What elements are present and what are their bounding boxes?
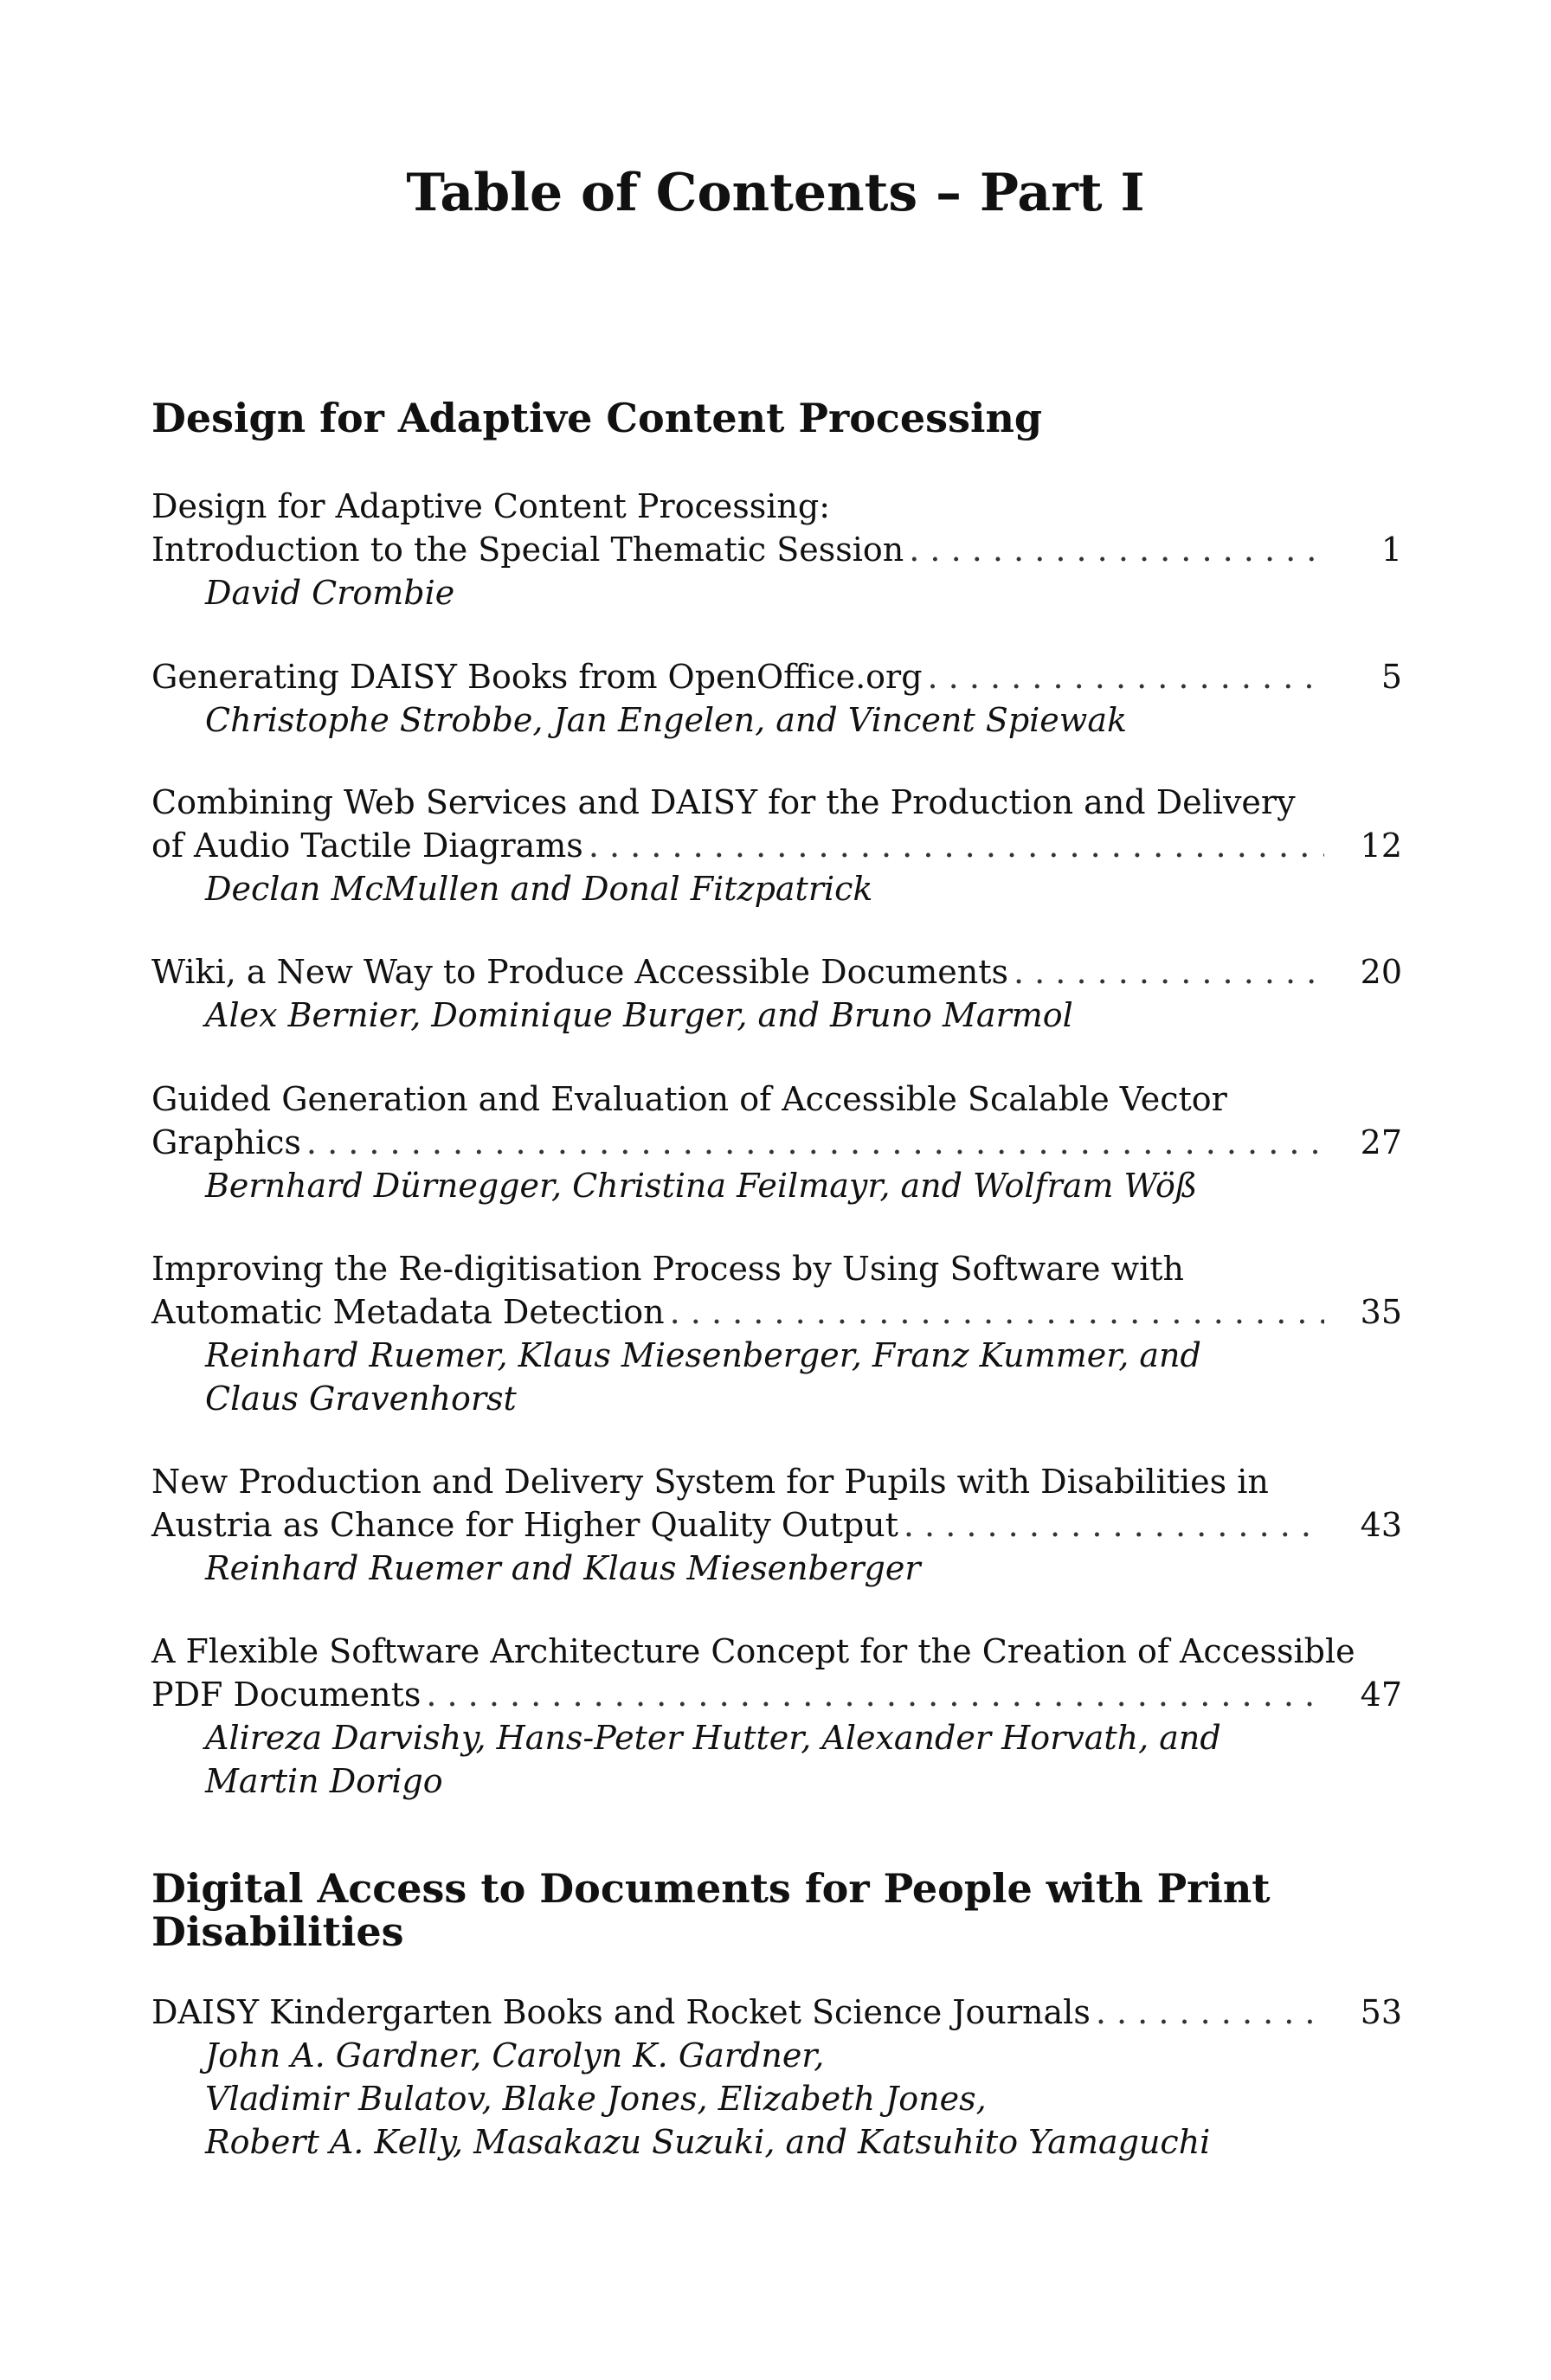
entry-title-line: Improving the Re-digitisation Process by Using Software with (151, 1250, 1185, 1288)
entry-authors (151, 698, 1313, 742)
author-line: Vladimir Bulatov, Blake Jones, Elizabeth Jones, (205, 2080, 987, 2118)
page-number: 12 (1360, 827, 1402, 865)
toc-entry[interactable] (151, 655, 1402, 742)
entry-title-last-line (151, 1991, 1402, 2034)
page-number: 27 (1360, 1123, 1402, 1161)
leader-dots (928, 655, 1324, 698)
entry-title-text: PDF Documents (151, 1676, 422, 1714)
entry-title-text: Graphics (151, 1123, 301, 1161)
entry-title-last-line (151, 655, 1402, 698)
author-line: Alex Bernier, Dominique Burger, and Bruno Marmol (205, 996, 1073, 1034)
entry-authors (151, 1334, 1313, 1420)
entry-title-text: Generating DAISY Books from OpenOffice.org (151, 658, 923, 696)
entry-authors (151, 2034, 1313, 2164)
page-number: 20 (1360, 953, 1402, 991)
entry-authors (151, 867, 1313, 910)
toc-entry[interactable] (151, 1460, 1402, 1590)
toc-entry[interactable] (151, 1247, 1402, 1420)
entry-title-last-line (151, 1673, 1402, 1716)
entry-title-last-line (151, 1503, 1402, 1547)
page-title: Table of Contents – Part I (406, 163, 1145, 223)
entry-authors (151, 1547, 1313, 1590)
leader-dots (904, 1503, 1324, 1547)
author-line: Declan McMullen and Donal Fitzpatrick (205, 870, 873, 908)
entry-title-line: Combining Web Services and DAISY for the Production and Delivery (151, 783, 1296, 821)
toc-entry[interactable] (151, 1630, 1402, 1803)
entry-title-line: Guided Generation and Evaluation of Accessible Scalable Vector (151, 1080, 1227, 1118)
leader-dots (306, 1121, 1324, 1164)
entry-title-last-line (151, 528, 1402, 571)
entry-title-text: DAISY Kindergarten Books and Rocket Science Journals (151, 1993, 1091, 2031)
entry-title-line: Design for Adaptive Content Processing: (151, 487, 831, 525)
section-heading-line: Digital Access to Documents for People with Print (151, 1865, 1271, 1912)
entry-authors (151, 1716, 1313, 1803)
author-line: Robert A. Kelly, Masakazu Suzuki, and Katsuhito Yamaguchi (205, 2123, 1211, 2161)
leader-dots (589, 824, 1324, 867)
leader-dots (1096, 1991, 1324, 2034)
entry-title-text: Automatic Metadata Detection (151, 1293, 665, 1331)
author-line: Christophe Strobbe, Jan Engelen, and Vincent Spiewak (205, 701, 1128, 739)
author-line: Reinhard Ruemer and Klaus Miesenberger (205, 1549, 921, 1587)
section-heading-line: Disabilities (151, 1908, 404, 1955)
author-line: David Crombie (205, 574, 455, 612)
author-line: John A. Gardner, Carolyn K. Gardner, (205, 2036, 825, 2074)
toc-entry[interactable] (151, 1077, 1402, 1207)
page-number: 5 (1380, 658, 1402, 696)
author-line: Alireza Darvishy, Hans-Peter Hutter, Alexander Horvath, and (205, 1719, 1221, 1757)
entry-title-last-line (151, 950, 1402, 994)
author-line: Claus Gravenhorst (205, 1380, 517, 1418)
entry-title-line: A Flexible Software Architecture Concept for the Creation of Accessible (151, 1632, 1355, 1670)
page-number: 1 (1380, 531, 1402, 569)
toc-entry[interactable] (151, 485, 1402, 614)
entry-authors (151, 571, 1313, 614)
entry-title-last-line (151, 824, 1402, 867)
entry-title-text: Austria as Chance for Higher Quality Output (151, 1506, 898, 1544)
leader-dots (670, 1290, 1324, 1334)
section-heading: Design for Adaptive Content Processing (151, 395, 1043, 441)
page-number: 47 (1360, 1676, 1402, 1714)
author-line: Reinhard Ruemer, Klaus Miesenberger, Franz Kummer, and (205, 1336, 1201, 1374)
entry-authors (151, 994, 1313, 1037)
page-number: 43 (1360, 1506, 1402, 1544)
author-line: Martin Dorigo (205, 1762, 443, 1800)
leader-dots (909, 528, 1324, 571)
entry-title-text: Wiki, a New Way to Produce Accessible Documents (151, 953, 1008, 991)
entry-title-line: New Production and Delivery System for Pupils with Disabilities in (151, 1463, 1269, 1501)
author-line: Bernhard Dürnegger, Christina Feilmayr, and Wolfram Wöß (205, 1167, 1198, 1205)
entry-title-text: Introduction to the Special Thematic Session (151, 531, 904, 569)
toc-entry[interactable] (151, 781, 1402, 910)
toc-entry[interactable] (151, 950, 1402, 1037)
page-number: 53 (1360, 1993, 1402, 2031)
page-number: 35 (1360, 1293, 1402, 1331)
entry-authors (151, 1164, 1313, 1207)
entry-title-last-line (151, 1121, 1402, 1164)
entry-title-text: of Audio Tactile Diagrams (151, 827, 583, 865)
leader-dots (426, 1673, 1324, 1716)
section-heading (151, 1867, 1415, 1953)
entry-title-last-line (151, 1290, 1402, 1334)
leader-dots (1014, 950, 1324, 994)
toc-entry[interactable] (151, 1991, 1402, 2164)
